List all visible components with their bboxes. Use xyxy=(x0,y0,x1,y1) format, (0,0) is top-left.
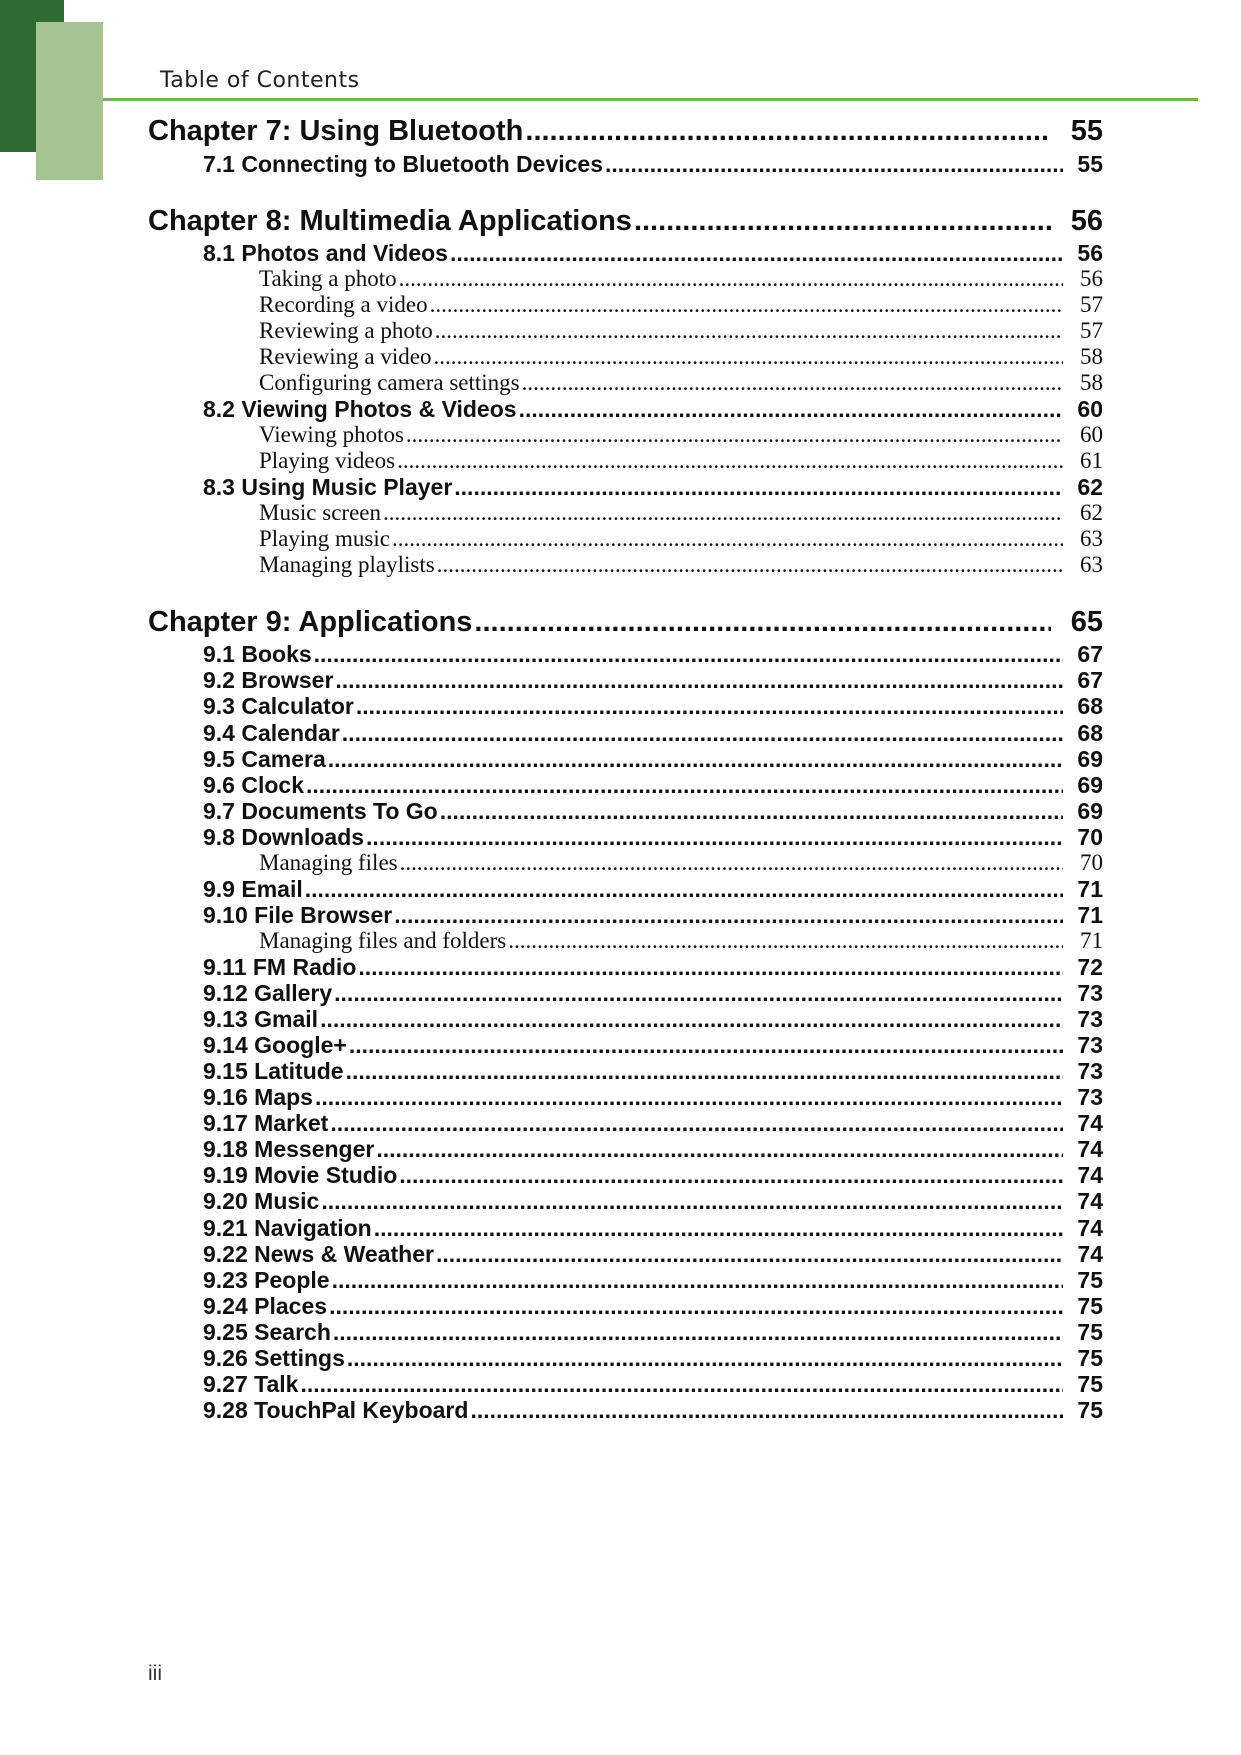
dot-leader xyxy=(374,1215,1063,1242)
toc-entry-subsection[interactable] xyxy=(148,552,1103,580)
toc-entry-section[interactable] xyxy=(148,824,1103,852)
toc-entry-page: 72 xyxy=(1077,954,1103,981)
dot-leader xyxy=(399,1162,1063,1189)
toc-entry-subsection[interactable] xyxy=(148,500,1103,528)
toc-entry-section[interactable] xyxy=(148,876,1103,904)
toc-entry-page: 68 xyxy=(1077,720,1103,747)
toc-entry-label: Playing videos xyxy=(259,448,396,474)
toc-entry-page: 60 xyxy=(1080,422,1103,448)
toc-entry-section[interactable] xyxy=(148,693,1103,721)
toc-entry-section[interactable] xyxy=(148,954,1103,982)
toc-entry-page: 57 xyxy=(1080,292,1103,318)
toc-entry-page: 69 xyxy=(1077,746,1103,773)
toc-entry-section[interactable] xyxy=(148,667,1103,695)
toc-entry-label: Viewing photos xyxy=(259,422,404,448)
dot-leader xyxy=(474,606,1051,639)
dot-leader xyxy=(335,667,1063,694)
toc-entry-section[interactable] xyxy=(148,1345,1103,1373)
dot-leader xyxy=(349,1032,1063,1059)
toc-entry-section[interactable] xyxy=(148,1162,1103,1190)
toc-entry-page: 73 xyxy=(1077,1006,1103,1033)
toc-entry-subsection[interactable] xyxy=(148,266,1103,294)
toc-entry-section[interactable] xyxy=(148,1215,1103,1243)
toc-entry-label: 8.1 Photos and Videos xyxy=(203,240,448,267)
toc-entry-page: 56 xyxy=(1080,266,1103,292)
dot-leader xyxy=(314,641,1063,668)
toc-entry-page: 67 xyxy=(1077,667,1103,694)
toc-entry-page: 60 xyxy=(1077,396,1103,423)
toc-entry-label: Music screen xyxy=(259,500,381,526)
dot-leader xyxy=(436,1241,1063,1268)
toc-entry-page: 63 xyxy=(1080,526,1103,552)
toc-entry-page: 75 xyxy=(1077,1293,1103,1320)
toc-entry-section[interactable] xyxy=(148,746,1103,774)
toc-entry-page: 71 xyxy=(1080,928,1103,954)
toc-entry-label: 9.22 News & Weather xyxy=(203,1241,434,1268)
toc-entry-label: Playing music xyxy=(259,526,390,552)
toc-entry-page: 56 xyxy=(1077,240,1103,267)
toc-entry-page: 55 xyxy=(1077,151,1103,178)
dot-leader xyxy=(397,448,1063,474)
toc-entry-page: 75 xyxy=(1077,1267,1103,1294)
dot-leader xyxy=(525,115,1051,148)
toc-entry-subsection[interactable] xyxy=(148,292,1103,320)
toc-entry-page: 62 xyxy=(1077,474,1103,501)
toc-entry-page: 69 xyxy=(1077,772,1103,799)
toc-entry-subsection[interactable] xyxy=(148,344,1103,372)
toc-entry-page: 70 xyxy=(1077,824,1103,851)
toc-entry-section[interactable] xyxy=(148,1397,1103,1425)
toc-entry-section[interactable] xyxy=(148,151,1103,179)
toc-entry-section[interactable] xyxy=(148,474,1103,502)
toc-entry-label: 9.7 Documents To Go xyxy=(203,798,438,825)
toc-entry-page: 75 xyxy=(1077,1345,1103,1372)
toc-entry-section[interactable] xyxy=(148,980,1103,1008)
toc-entry-section[interactable] xyxy=(148,1267,1103,1295)
dot-leader xyxy=(366,824,1063,851)
dot-leader xyxy=(306,772,1063,799)
toc-entry-label: 9.16 Maps xyxy=(203,1084,313,1111)
toc-entry-label: 9.9 Email xyxy=(203,876,303,903)
toc-entry-label: Reviewing a video xyxy=(259,344,432,370)
toc-entry-label: Chapter 7: Using Bluetooth xyxy=(148,115,524,148)
toc-entry-subsection[interactable] xyxy=(148,318,1103,346)
toc-entry-label: 9.3 Calculator xyxy=(203,693,354,720)
dot-leader xyxy=(522,370,1063,396)
dot-leader xyxy=(346,1058,1063,1085)
toc-entry-section[interactable] xyxy=(148,1006,1103,1034)
toc-entry-page: 75 xyxy=(1077,1371,1103,1398)
corner-accent-light xyxy=(36,22,103,180)
toc-entry-label: 9.11 FM Radio xyxy=(203,954,357,981)
toc-entry-page: 67 xyxy=(1077,641,1103,668)
toc-entry-section[interactable] xyxy=(148,1319,1103,1347)
toc-entry-page: 73 xyxy=(1077,1084,1103,1111)
toc-entry-label: 9.21 Navigation xyxy=(203,1215,372,1242)
toc-entry-page: 70 xyxy=(1080,850,1103,876)
dot-leader xyxy=(400,850,1063,876)
toc-entry-section[interactable] xyxy=(148,1084,1103,1112)
page-number: iii xyxy=(148,1662,162,1685)
toc-entry-section[interactable] xyxy=(148,772,1103,800)
toc-entry-label: Configuring camera settings xyxy=(259,370,520,396)
toc-entry-section[interactable] xyxy=(148,720,1103,748)
dot-leader xyxy=(392,526,1063,552)
toc-entry-label: Recording a video xyxy=(259,292,428,318)
toc-entry-page: 75 xyxy=(1077,1319,1103,1346)
toc-entry-label: 9.19 Movie Studio xyxy=(203,1162,398,1189)
toc-entry-label: 9.10 File Browser xyxy=(203,902,393,929)
toc-entry-label: 9.4 Calendar xyxy=(203,720,340,747)
dot-leader xyxy=(470,1397,1063,1424)
toc-entry-section[interactable] xyxy=(148,1293,1103,1321)
toc-entry-label: Reviewing a photo xyxy=(259,318,433,344)
toc-entry-page: 74 xyxy=(1077,1188,1103,1215)
toc-entry-label: Managing playlists xyxy=(259,552,435,578)
toc-entry-page: 73 xyxy=(1077,1032,1103,1059)
toc-entry-label: 9.28 TouchPal Keyboard xyxy=(203,1397,469,1424)
dot-leader xyxy=(430,292,1063,318)
dot-leader xyxy=(305,876,1063,903)
toc-entry-page: 68 xyxy=(1077,693,1103,720)
toc-entry-page: 71 xyxy=(1077,876,1103,903)
toc-entry-page: 55 xyxy=(1070,115,1103,148)
dot-leader xyxy=(332,1267,1063,1294)
toc-entry-page: 71 xyxy=(1077,902,1103,929)
toc-entry-section[interactable] xyxy=(148,1058,1103,1086)
toc-entry-subsection[interactable] xyxy=(148,928,1103,956)
header-title: Table of Contents xyxy=(160,68,360,93)
toc-entry-subsection[interactable] xyxy=(148,850,1103,878)
dot-leader xyxy=(321,1188,1063,1215)
dot-leader xyxy=(358,954,1063,981)
toc-entry-page: 74 xyxy=(1077,1110,1103,1137)
toc-entry-page: 75 xyxy=(1077,1397,1103,1424)
toc-entry-page: 57 xyxy=(1080,318,1103,344)
toc-entry-chapter[interactable] xyxy=(148,115,1103,151)
toc-entry-label: 9.18 Messenger xyxy=(203,1136,375,1163)
dot-leader xyxy=(440,798,1063,825)
dot-leader xyxy=(300,1371,1063,1398)
dot-leader xyxy=(356,693,1063,720)
dot-leader xyxy=(383,500,1063,526)
toc-entry-chapter[interactable] xyxy=(148,205,1103,241)
header-rule xyxy=(103,98,1198,101)
toc-entry-label: Managing files xyxy=(259,850,398,876)
dot-leader xyxy=(519,396,1063,423)
toc-entry-section[interactable] xyxy=(148,798,1103,826)
toc-entry-page: 74 xyxy=(1077,1215,1103,1242)
toc-entry-section[interactable] xyxy=(148,641,1103,669)
dot-leader xyxy=(333,1319,1063,1346)
toc-entry-subsection[interactable] xyxy=(148,526,1103,554)
toc-entry-label: 9.1 Books xyxy=(203,641,312,668)
toc-entry-section[interactable] xyxy=(148,902,1103,930)
toc-entry-label: 9.8 Downloads xyxy=(203,824,365,851)
toc-entry-label: 9.25 Search xyxy=(203,1319,331,1346)
toc-entry-page: 58 xyxy=(1080,344,1103,370)
toc-entry-label: 9.27 Talk xyxy=(203,1371,299,1398)
toc-entry-section[interactable] xyxy=(148,1241,1103,1269)
dot-leader xyxy=(394,902,1063,929)
toc-entry-page: 74 xyxy=(1077,1162,1103,1189)
dot-leader xyxy=(634,205,1051,238)
toc-entry-label: 9.6 Clock xyxy=(203,772,304,799)
toc-entry-page: 74 xyxy=(1077,1136,1103,1163)
toc-entry-label: 9.24 Places xyxy=(203,1293,328,1320)
toc-entry-section[interactable] xyxy=(148,240,1103,268)
toc-entry-page: 62 xyxy=(1080,500,1103,526)
toc-entry-page: 65 xyxy=(1070,606,1103,639)
toc-entry-page: 74 xyxy=(1077,1241,1103,1268)
dot-leader xyxy=(334,980,1063,1007)
dot-leader xyxy=(320,1006,1063,1033)
toc-entry-label: 9.14 Google+ xyxy=(203,1032,347,1059)
toc-entry-section[interactable] xyxy=(148,1188,1103,1216)
dot-leader xyxy=(437,552,1063,578)
toc-entry-label: 9.13 Gmail xyxy=(203,1006,319,1033)
toc-entry-section[interactable] xyxy=(148,396,1103,424)
toc-entry-subsection[interactable] xyxy=(148,370,1103,398)
toc-entry-label: Taking a photo xyxy=(259,266,397,292)
toc-entry-label: 7.1 Connecting to Bluetooth Devices xyxy=(203,151,603,178)
toc-entry-page: 61 xyxy=(1080,448,1103,474)
dot-leader xyxy=(376,1136,1063,1163)
dot-leader xyxy=(454,474,1063,501)
dot-leader xyxy=(605,151,1063,178)
dot-leader xyxy=(347,1345,1063,1372)
dot-leader xyxy=(433,344,1063,370)
toc-entry-label: 9.2 Browser xyxy=(203,667,334,694)
toc-entry-label: Managing files and folders xyxy=(259,928,507,954)
dot-leader xyxy=(342,720,1063,747)
toc-entry-page: 56 xyxy=(1070,205,1103,238)
toc-entry-label: 9.15 Latitude xyxy=(203,1058,344,1085)
toc-entry-page: 73 xyxy=(1077,980,1103,1007)
toc-entry-label: Chapter 8: Multimedia Applications xyxy=(148,205,632,238)
toc-entry-page: 73 xyxy=(1077,1058,1103,1085)
toc-entry-label: 8.2 Viewing Photos & Videos xyxy=(203,396,517,423)
toc-entry-label: 9.23 People xyxy=(203,1267,330,1294)
toc-entry-subsection[interactable] xyxy=(148,448,1103,476)
toc-entry-label: 9.17 Market xyxy=(203,1110,329,1137)
dot-leader xyxy=(328,746,1063,773)
dot-leader xyxy=(330,1110,1063,1137)
toc-entry-page: 58 xyxy=(1080,370,1103,396)
toc-entry-section[interactable] xyxy=(148,1371,1103,1399)
toc-entry-page: 69 xyxy=(1077,798,1103,825)
dot-leader xyxy=(315,1084,1063,1111)
toc-entry-label: Chapter 9: Applications xyxy=(148,606,473,639)
toc-entry-chapter[interactable] xyxy=(148,606,1103,642)
toc-entry-label: 9.20 Music xyxy=(203,1188,320,1215)
dot-leader xyxy=(329,1293,1063,1320)
toc-entry-subsection[interactable] xyxy=(148,422,1103,450)
toc-entry-label: 8.3 Using Music Player xyxy=(203,474,453,501)
dot-leader xyxy=(508,928,1063,954)
dot-leader xyxy=(450,240,1063,267)
toc-entry-label: 9.12 Gallery xyxy=(203,980,333,1007)
toc-entry-section[interactable] xyxy=(148,1032,1103,1060)
dot-leader xyxy=(406,422,1063,448)
dot-leader xyxy=(399,266,1063,292)
toc-entry-label: 9.26 Settings xyxy=(203,1345,345,1372)
toc-entry-section[interactable] xyxy=(148,1136,1103,1164)
toc-entry-section[interactable] xyxy=(148,1110,1103,1138)
dot-leader xyxy=(435,318,1063,344)
toc-entry-page: 63 xyxy=(1080,552,1103,578)
toc-entry-label: 9.5 Camera xyxy=(203,746,326,773)
